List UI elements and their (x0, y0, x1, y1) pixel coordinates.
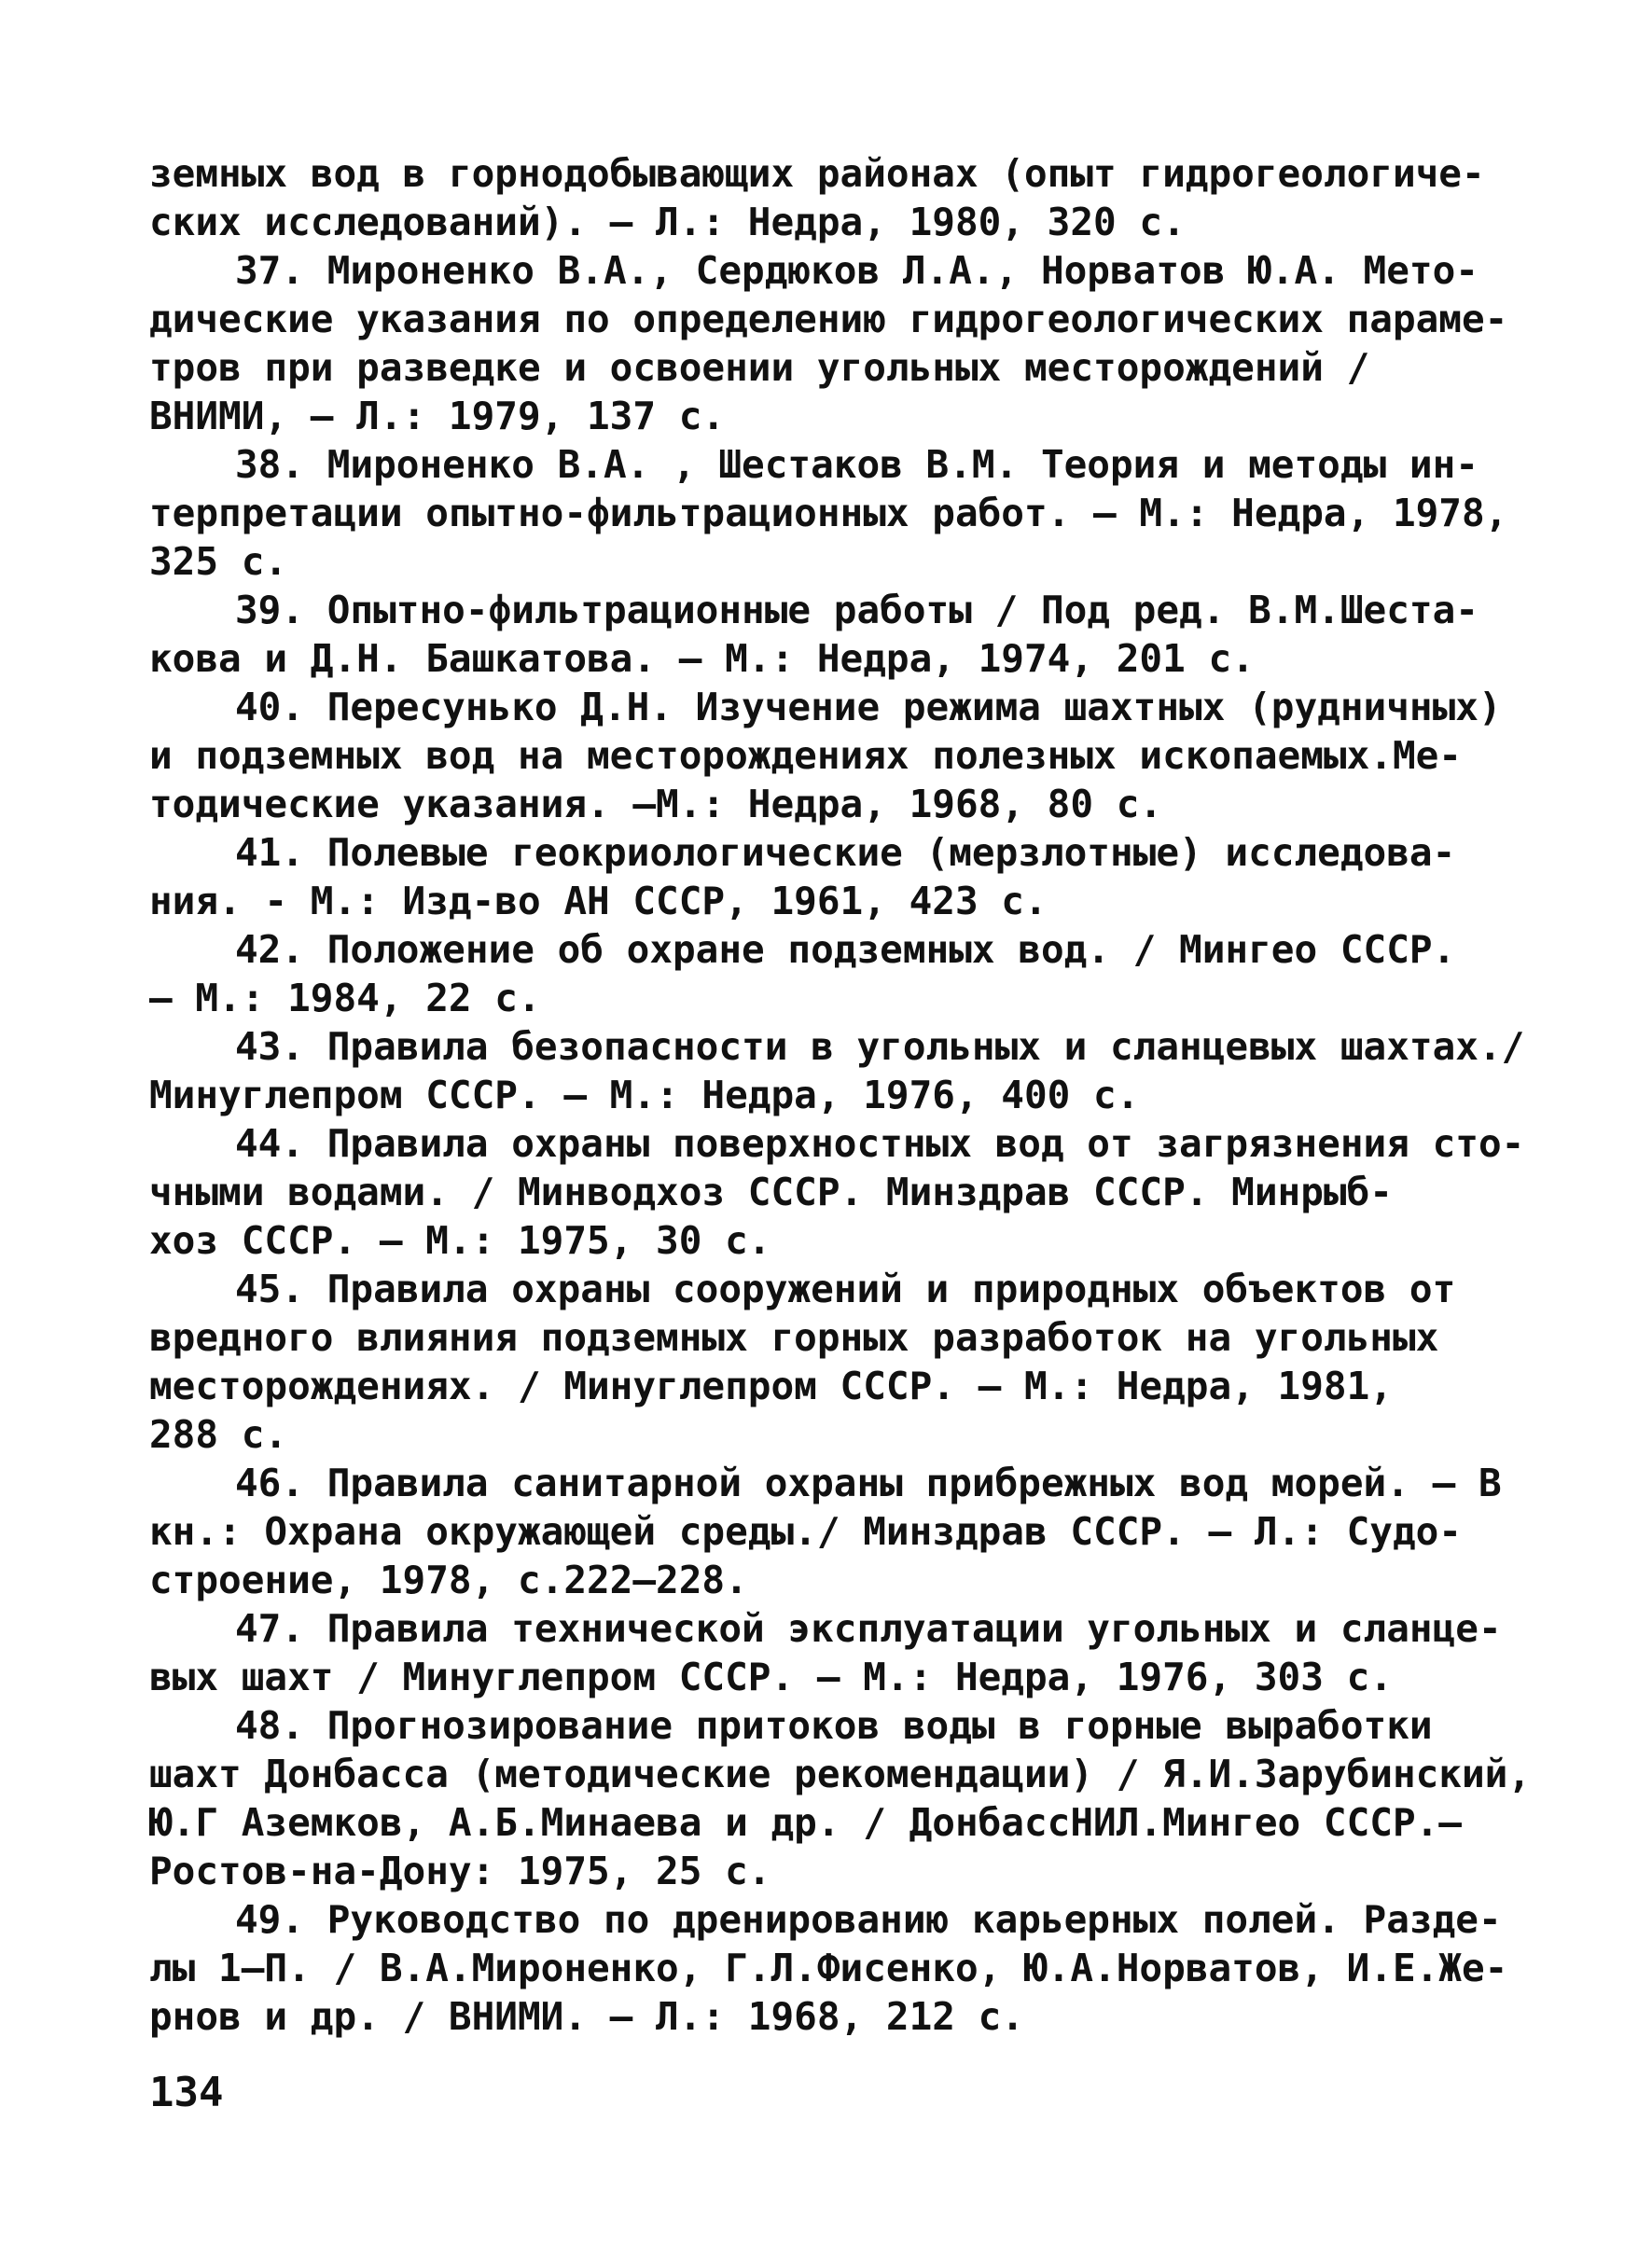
entry-line: 47. Правила технической эксплуатации угольных и сланце- (235, 1606, 1502, 1651)
entry-line: кова и Д.Н. Башкатова. – М.: Недра, 1974, 201 с. (149, 636, 1255, 681)
entry-line: – М.: 1984, 22 с. (149, 976, 541, 1020)
entry-line: месторождениях. / Минуглепром СССР. – М.: Недра, 1981, (149, 1364, 1393, 1408)
entry-line: 45. Правила охраны сооружений и природных объектов от (235, 1267, 1456, 1311)
entry-line: лы 1–П. / В.А.Мироненко, Г.Л.Фисенко, Ю.А.Норватов, И.Е.Же- (149, 1946, 1508, 1990)
entry-line: рнов и др. / ВНИМИ. – Л.: 1968, 212 с. (149, 1994, 1024, 2039)
entry-line: Минуглепром СССР. – М.: Недра, 1976, 400 с. (149, 1073, 1140, 1117)
bibliography-entry-47 (149, 1604, 1511, 1701)
entry-line: 40. Пересунько Д.Н. Изучение режима шахтных (рудничных) (235, 685, 1502, 729)
entry-line: терпретации опытно-фильтрационных работ. – М.: Недра, 1978, (149, 491, 1508, 535)
bibliography-entry-37 (149, 246, 1511, 440)
entry-line: Ю.Г Аземков, А.Б.Минаева и др. / ДонбассНИЛ.Мингео СССР.– (149, 1800, 1462, 1845)
bibliography-entry-40 (149, 683, 1511, 828)
entry-line: 38. Мироненко В.А. , Шестаков В.М. Теория и методы ин- (235, 442, 1478, 487)
entry-line: тров при разведке и освоении угольных месторождений / (149, 345, 1370, 390)
entry-line: шахт Донбасса (методические рекомендации) / Я.И.Зарубинский, (149, 1752, 1532, 1796)
entry-line: чными водами. / Минводхоз СССР. Минздрав СССР. Минрыб- (149, 1170, 1393, 1214)
bibliography-entry-continued (149, 149, 1511, 246)
bibliography-entry-43 (149, 1022, 1525, 1119)
entry-line: строение, 1978, с.222–228. (149, 1558, 748, 1602)
entry-line: Ростов-на-Дону: 1975, 25 с. (149, 1849, 771, 1893)
entry-line: 49. Руководство по дренированию карьерных полей. Разде- (235, 1897, 1502, 1942)
entry-line: 37. Мироненко В.А., Сердюков Л.А., Норватов Ю.А. Мето- (235, 248, 1478, 293)
bibliography-entry-42 (149, 925, 1511, 1022)
entry-line: хоз СССР. – М.: 1975, 30 с. (149, 1218, 771, 1263)
entry-line: 288 с. (149, 1412, 288, 1457)
bibliography-entry-39 (149, 586, 1511, 683)
bibliography-entry-45 (149, 1265, 1511, 1459)
entry-line: 325 с. (149, 539, 288, 584)
bibliography-entry-49 (149, 1895, 1511, 2041)
bibliography-entry-38 (149, 440, 1511, 586)
entry-line: и подземных вод на месторождениях полезных ископаемых.Ме- (149, 733, 1462, 778)
entry-line: тодические указания. –М.: Недра, 1968, 80 с. (149, 782, 1163, 826)
bibliography-entry-41 (149, 828, 1511, 925)
entry-line: вредного влияния подземных горных разработок на угольных (149, 1315, 1439, 1360)
bibliography-entry-46 (149, 1459, 1511, 1604)
entry-line: ния. - М.: Изд-во АН СССР, 1961, 423 с. (149, 879, 1048, 923)
page-number: 134 (149, 2069, 224, 2116)
entry-line: дические указания по определению гидрогеологических параме- (149, 297, 1508, 341)
entry-line: земных вод в горнодобывающих районах (опыт гидрогеологиче- (149, 151, 1485, 196)
entry-line: ВНИМИ, – Л.: 1979, 137 с. (149, 394, 726, 438)
entry-line: 42. Положение об охране подземных вод. / Мингео СССР. (235, 927, 1456, 972)
entry-line: вых шахт / Минуглепром СССР. – М.: Недра, 1976, 303 с. (149, 1655, 1393, 1699)
entry-line: 39. Опытно-фильтрационные работы / Под ред. В.М.Шеста- (235, 588, 1478, 632)
entry-line: кн.: Охрана окружающей среды./ Минздрав СССР. – Л.: Судо- (149, 1509, 1462, 1554)
entry-line: 44. Правила охраны поверхностных вод от загрязнения сто- (235, 1121, 1525, 1166)
entry-line: 48. Прогнозирование притоков воды в горные выработки (235, 1703, 1433, 1748)
entry-line: 43. Правила безопасности в угольных и сланцевых шахтах./ (235, 1024, 1525, 1069)
entry-line: ских исследований). – Л.: Недра, 1980, 320 с. (149, 200, 1186, 244)
bibliography-entry-48 (149, 1701, 1532, 1895)
entry-line: 46. Правила санитарной охраны прибрежных вод морей. – В (235, 1461, 1502, 1505)
entry-line: 41. Полевые геокриологические (мерзлотные) исследова- (235, 830, 1456, 875)
bibliography-entry-44 (149, 1119, 1525, 1265)
bibliography-list (149, 149, 1532, 2041)
